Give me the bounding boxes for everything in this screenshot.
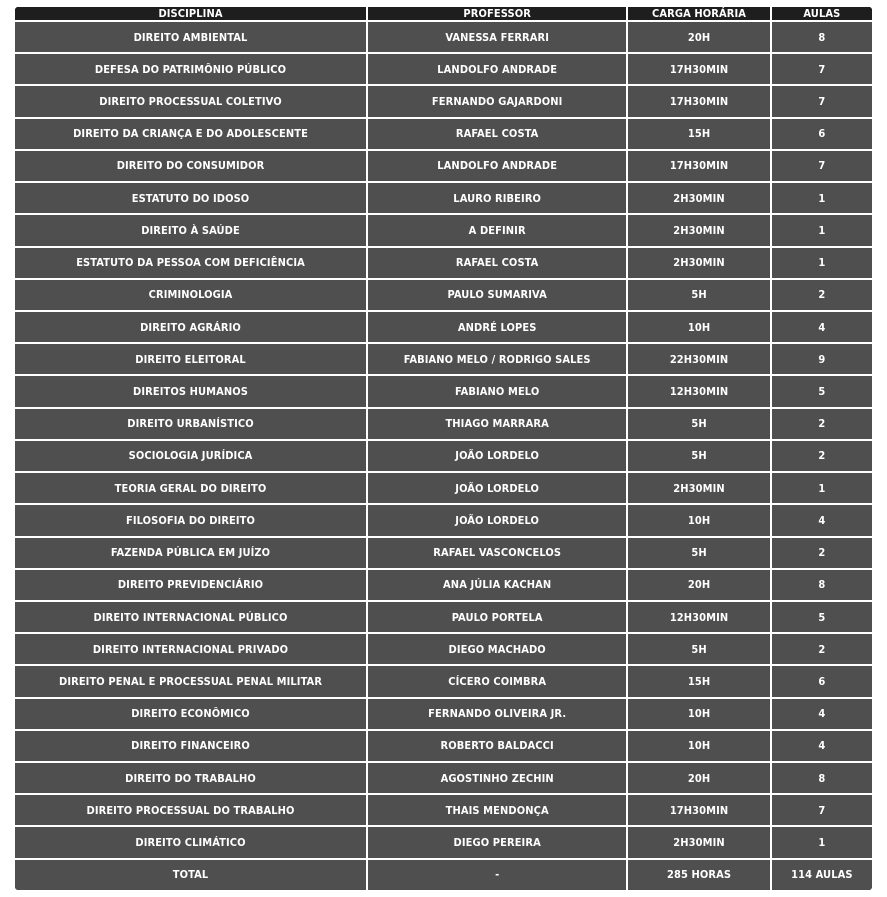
cell-aulas: 4	[771, 698, 873, 730]
cell-disciplina: DIREITO AGRÁRIO	[14, 311, 367, 343]
cell-carga: 20H	[627, 762, 770, 794]
cell-aulas: 1	[771, 182, 873, 214]
cell-professor: ANDRÉ LOPES	[367, 311, 627, 343]
table-row	[14, 440, 873, 472]
table-row	[14, 311, 873, 343]
cell-professor: JOÃO LORDELO	[367, 504, 627, 536]
total-cell-carga: 285 HORAS	[627, 859, 770, 891]
cell-professor: THAIS MENDONÇA	[367, 794, 627, 826]
table-row	[14, 53, 873, 85]
cell-disciplina: CRIMINOLOGIA	[14, 279, 367, 311]
column-header-professor: PROFESSOR	[367, 6, 627, 21]
cell-disciplina: DIREITO INTERNACIONAL PÚBLICO	[14, 601, 367, 633]
cell-carga: 17H30MIN	[627, 150, 770, 182]
cell-professor: VANESSA FERRARI	[367, 21, 627, 53]
cell-carga: 10H	[627, 311, 770, 343]
cell-disciplina: TEORIA GERAL DO DIREITO	[14, 472, 367, 504]
cell-aulas: 7	[771, 85, 873, 117]
cell-disciplina: SOCIOLOGIA JURÍDICA	[14, 440, 367, 472]
cell-aulas: 4	[771, 311, 873, 343]
cell-disciplina: DIREITO URBANÍSTICO	[14, 408, 367, 440]
cell-aulas: 1	[771, 214, 873, 246]
cell-disciplina: DIREITO FINANCEIRO	[14, 730, 367, 762]
table-row	[14, 504, 873, 536]
cell-aulas: 8	[771, 762, 873, 794]
cell-professor: DIEGO MACHADO	[367, 633, 627, 665]
table-row	[14, 21, 873, 53]
table-row	[14, 794, 873, 826]
table-header	[14, 6, 873, 21]
cell-aulas: 1	[771, 472, 873, 504]
table-row	[14, 826, 873, 858]
cell-aulas: 1	[771, 247, 873, 279]
cell-aulas: 4	[771, 504, 873, 536]
cell-carga: 20H	[627, 21, 770, 53]
table-row	[14, 730, 873, 762]
cell-disciplina: FILOSOFIA DO DIREITO	[14, 504, 367, 536]
table-row	[14, 633, 873, 665]
cell-aulas: 2	[771, 633, 873, 665]
table-row	[14, 665, 873, 697]
cell-aulas: 4	[771, 730, 873, 762]
cell-carga: 2H30MIN	[627, 214, 770, 246]
cell-disciplina: DIREITO DA CRIANÇA E DO ADOLESCENTE	[14, 118, 367, 150]
cell-professor: ROBERTO BALDACCI	[367, 730, 627, 762]
cell-aulas: 7	[771, 150, 873, 182]
cell-disciplina: FAZENDA PÚBLICA EM JUÍZO	[14, 537, 367, 569]
cell-professor: JOÃO LORDELO	[367, 440, 627, 472]
cell-carga: 2H30MIN	[627, 472, 770, 504]
header-row	[14, 6, 873, 21]
cell-professor: FERNANDO OLIVEIRA JR.	[367, 698, 627, 730]
column-header-aulas: AULAS	[771, 6, 873, 21]
cell-carga: 2H30MIN	[627, 182, 770, 214]
cell-carga: 15H	[627, 665, 770, 697]
cell-aulas: 5	[771, 601, 873, 633]
cell-professor: AGOSTINHO ZECHIN	[367, 762, 627, 794]
table-row	[14, 118, 873, 150]
cell-disciplina: DIREITO CLIMÁTICO	[14, 826, 367, 858]
cell-professor: LAURO RIBEIRO	[367, 182, 627, 214]
table-row	[14, 85, 873, 117]
cell-aulas: 6	[771, 118, 873, 150]
cell-professor: FERNANDO GAJARDONI	[367, 85, 627, 117]
cell-disciplina: ESTATUTO DA PESSOA COM DEFICIÊNCIA	[14, 247, 367, 279]
cell-disciplina: ESTATUTO DO IDOSO	[14, 182, 367, 214]
table-row	[14, 698, 873, 730]
cell-disciplina: DIREITO ECONÔMICO	[14, 698, 367, 730]
cell-aulas: 2	[771, 440, 873, 472]
cell-professor: THIAGO MARRARA	[367, 408, 627, 440]
schedule-table	[13, 5, 874, 892]
cell-professor: RAFAEL VASCONCELOS	[367, 537, 627, 569]
cell-professor: LANDOLFO ANDRADE	[367, 53, 627, 85]
cell-professor: PAULO PORTELA	[367, 601, 627, 633]
cell-carga: 12H30MIN	[627, 375, 770, 407]
cell-disciplina: DEFESA DO PATRIMÔNIO PÚBLICO	[14, 53, 367, 85]
cell-disciplina: DIREITO AMBIENTAL	[14, 21, 367, 53]
cell-professor: PAULO SUMARIVA	[367, 279, 627, 311]
table-row	[14, 762, 873, 794]
total-cell-aulas: 114 AULAS	[771, 859, 873, 891]
cell-disciplina: DIREITO INTERNACIONAL PRIVADO	[14, 633, 367, 665]
cell-carga: 2H30MIN	[627, 247, 770, 279]
cell-disciplina: DIREITO ELEITORAL	[14, 343, 367, 375]
cell-disciplina: DIREITO DO CONSUMIDOR	[14, 150, 367, 182]
cell-carga: 5H	[627, 440, 770, 472]
table-row	[14, 601, 873, 633]
total-cell-professor: -	[367, 859, 627, 891]
cell-carga: 17H30MIN	[627, 53, 770, 85]
column-header-carga-horaria: CARGA HORÁRIA	[627, 6, 770, 21]
cell-professor: ANA JÚLIA KACHAN	[367, 569, 627, 601]
cell-carga: 5H	[627, 408, 770, 440]
cell-carga: 2H30MIN	[627, 826, 770, 858]
cell-carga: 5H	[627, 633, 770, 665]
cell-carga: 17H30MIN	[627, 85, 770, 117]
cell-professor: FABIANO MELO	[367, 375, 627, 407]
cell-aulas: 7	[771, 53, 873, 85]
cell-aulas: 8	[771, 21, 873, 53]
cell-carga: 17H30MIN	[627, 794, 770, 826]
table-row	[14, 150, 873, 182]
cell-aulas: 6	[771, 665, 873, 697]
table-row	[14, 214, 873, 246]
cell-aulas: 9	[771, 343, 873, 375]
cell-carga: 22H30MIN	[627, 343, 770, 375]
cell-aulas: 5	[771, 375, 873, 407]
course-schedule-table	[13, 5, 874, 892]
table-row	[14, 569, 873, 601]
cell-carga: 12H30MIN	[627, 601, 770, 633]
cell-carga: 10H	[627, 698, 770, 730]
table-body	[14, 21, 873, 891]
table-row	[14, 375, 873, 407]
cell-carga: 20H	[627, 569, 770, 601]
table-row	[14, 343, 873, 375]
cell-carga: 10H	[627, 504, 770, 536]
cell-disciplina: DIREITO PROCESSUAL COLETIVO	[14, 85, 367, 117]
table-row	[14, 408, 873, 440]
total-row	[14, 859, 873, 891]
cell-disciplina: DIREITO PREVIDENCIÁRIO	[14, 569, 367, 601]
column-header-disciplina: DISCIPLINA	[14, 6, 367, 21]
cell-professor: RAFAEL COSTA	[367, 118, 627, 150]
cell-professor: CÍCERO COIMBRA	[367, 665, 627, 697]
cell-disciplina: DIREITO PROCESSUAL DO TRABALHO	[14, 794, 367, 826]
table-row	[14, 247, 873, 279]
cell-disciplina: DIREITO À SAÚDE	[14, 214, 367, 246]
cell-professor: DIEGO PEREIRA	[367, 826, 627, 858]
cell-aulas: 1	[771, 826, 873, 858]
table-row	[14, 472, 873, 504]
cell-professor: LANDOLFO ANDRADE	[367, 150, 627, 182]
cell-carga: 5H	[627, 279, 770, 311]
cell-disciplina: DIREITO DO TRABALHO	[14, 762, 367, 794]
cell-professor: JOÃO LORDELO	[367, 472, 627, 504]
table-row	[14, 182, 873, 214]
cell-carga: 10H	[627, 730, 770, 762]
cell-aulas: 2	[771, 279, 873, 311]
total-cell-disciplina: TOTAL	[14, 859, 367, 891]
cell-disciplina: DIREITO PENAL E PROCESSUAL PENAL MILITAR	[14, 665, 367, 697]
table-row	[14, 279, 873, 311]
cell-carga: 5H	[627, 537, 770, 569]
cell-carga: 15H	[627, 118, 770, 150]
cell-professor: RAFAEL COSTA	[367, 247, 627, 279]
cell-aulas: 2	[771, 537, 873, 569]
cell-aulas: 8	[771, 569, 873, 601]
cell-aulas: 2	[771, 408, 873, 440]
cell-professor: FABIANO MELO / RODRIGO SALES	[367, 343, 627, 375]
cell-aulas: 7	[771, 794, 873, 826]
cell-professor: A DEFINIR	[367, 214, 627, 246]
cell-disciplina: DIREITOS HUMANOS	[14, 375, 367, 407]
table-row	[14, 537, 873, 569]
